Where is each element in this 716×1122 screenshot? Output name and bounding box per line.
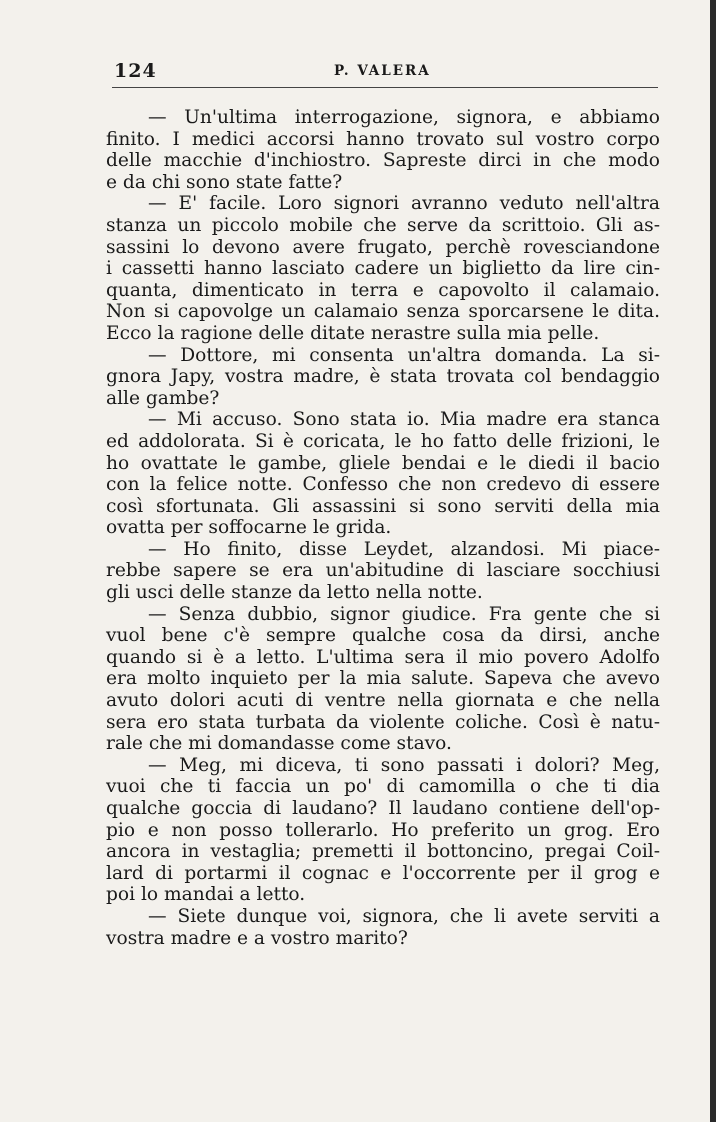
text-line: gli usci delle stanze da letto nella notte. bbox=[106, 582, 483, 604]
header-rule bbox=[112, 87, 658, 88]
running-head: P. VALERA bbox=[334, 63, 431, 79]
text-line: rale che mi domandasse come stavo. bbox=[106, 733, 452, 755]
text-line: i cassetti hanno lasciato cadere un biglietto da lire cin- bbox=[106, 258, 660, 280]
text-line: pio e non posso tollerarlo. Ho preferito un grog. Ero bbox=[106, 819, 660, 841]
text-line: — Ho finito, disse Leydet, alzandosi. Mi piace- bbox=[148, 538, 660, 560]
text-line: delle macchie d'inchiostro. Sapreste dirci in che modo bbox=[106, 150, 660, 172]
text-line: — Meg, mi diceva, ti sono passati i dolori? Meg, bbox=[148, 754, 660, 776]
body-text bbox=[106, 107, 660, 949]
text-line: era molto inquieto per la mia salute. Sapeva che avevo bbox=[106, 668, 660, 690]
text-line: ovatta per soffocarne le grida. bbox=[106, 517, 392, 539]
text-line: Ecco la ragione delle ditate nerastre sulla mia pelle. bbox=[106, 322, 600, 344]
text-line: qualche goccia di laudano? Il laudano contiene dell'op- bbox=[106, 798, 660, 819]
text-line: rebbe sapere se era un'abitudine di lasciare socchiusi bbox=[106, 560, 660, 582]
text-line: con la felice notte. Confesso che non credevo di essere bbox=[106, 474, 660, 496]
text-line: vostra madre e a vostro marito? bbox=[106, 927, 408, 949]
page-edge-shadow bbox=[710, 0, 716, 1122]
text-line: quando si è a letto. L'ultima sera il mio povero Adolfo bbox=[106, 646, 660, 668]
text-line: stanza un piccolo mobile che serve da scrittoio. Gli as- bbox=[106, 214, 660, 236]
text-line: sassini lo devono avere frugato, perchè rovesciandone bbox=[106, 236, 660, 258]
text-line: — Siete dunque voi, signora, che li avete serviti a bbox=[148, 905, 660, 927]
text-line: — Un'ultima interrogazione, signora, e abbiamo bbox=[148, 107, 660, 128]
text-line: gnora Japy, vostra madre, è stata trovata col bendaggio bbox=[106, 366, 660, 388]
text-line: — Mi accuso. Sono stata io. Mia madre era stanca bbox=[148, 409, 660, 431]
text-line: — E' facile. Loro signori avranno veduto nell'altra bbox=[148, 193, 660, 215]
text-line: — Dottore, mi consenta un'altra domanda. La si- bbox=[148, 344, 660, 366]
text-line: avuto dolori acuti di ventre nella giornata e che nella bbox=[106, 690, 660, 712]
text-line: ed addolorata. Si è coricata, le ho fatto delle frizioni, le bbox=[106, 430, 660, 452]
text-line: — Senza dubbio, signor giudice. Fra gente che si bbox=[148, 603, 660, 625]
text-line: poi lo mandai a letto. bbox=[106, 884, 306, 906]
text-line: ancora in vestaglia; premetti il bottoncino, pregai Coil- bbox=[106, 841, 660, 863]
text-line: Non si capovolge un calamaio senza sporcarsene le dita. bbox=[106, 301, 660, 323]
page-number: 124 bbox=[114, 60, 157, 82]
text-line: quanta, dimenticato in terra e capovolto il calamaio. bbox=[106, 279, 660, 301]
page-header bbox=[112, 58, 658, 86]
text-line: lard di portarmi il cognac e l'occorrente per il grog e bbox=[106, 862, 660, 884]
text-line: vuol bene c'è sempre qualche cosa da dirsi, anche bbox=[106, 625, 660, 647]
text-line: ho ovattate le gambe, gliele bendai e le diedi il bacio bbox=[106, 452, 660, 474]
text-line: finito. I medici accorsi hanno trovato sul vostro corpo bbox=[106, 128, 660, 150]
text-line: vuoi che ti faccia un po' di camomilla o che ti dia bbox=[106, 776, 660, 798]
text-line: alle gambe? bbox=[106, 387, 220, 409]
text-line: e da chi sono state fatte? bbox=[106, 171, 343, 193]
text-line: così sfortunata. Gli assassini si sono serviti della mia bbox=[106, 495, 660, 517]
text-line: sera ero stata turbata da violente coliche. Così è natu- bbox=[106, 711, 660, 733]
